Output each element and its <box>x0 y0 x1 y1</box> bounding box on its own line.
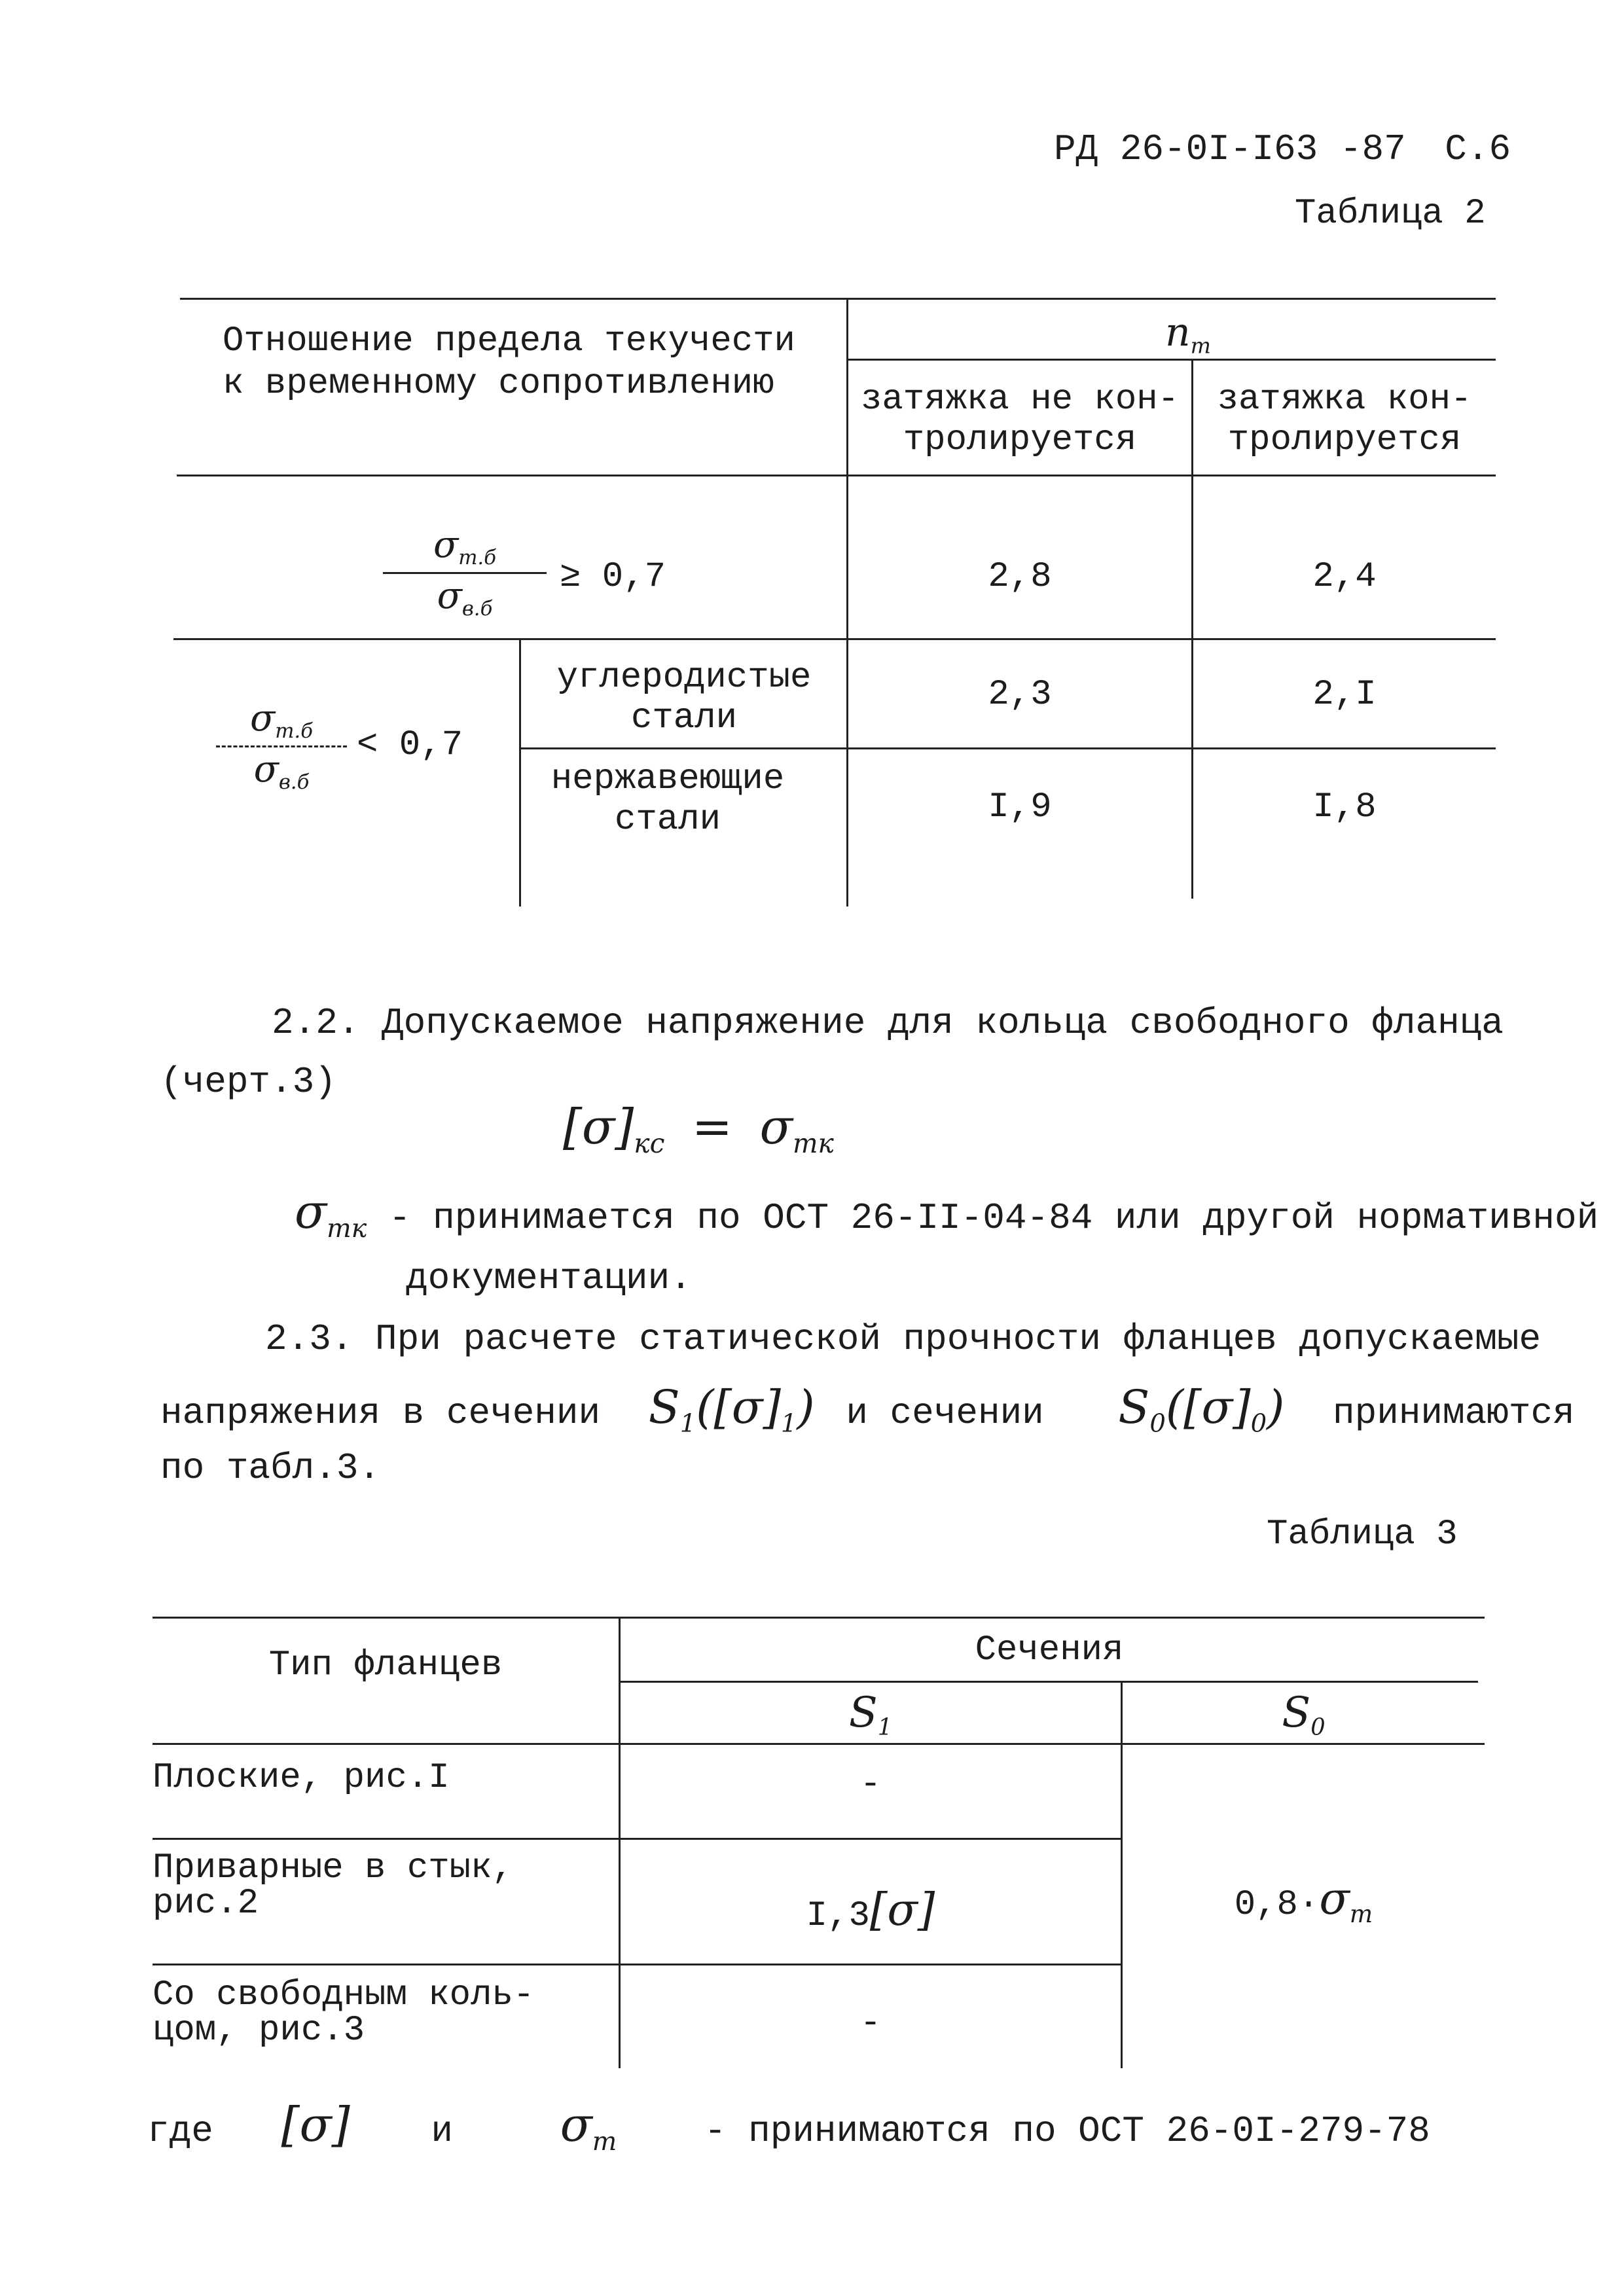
row1-value-uncontrolled: 2,8 <box>988 557 1052 597</box>
row2-fraction-bar <box>216 745 347 747</box>
row2-numerator: $\sigma_{т.б}$ <box>249 697 314 743</box>
definition-text: - принимается по ОСТ 26-II-04-84 или другой нормативной <box>388 1197 1599 1239</box>
row1-fraction-bar <box>383 572 547 574</box>
row2b-value-uncontrolled: I,9 <box>988 787 1052 827</box>
section-2-2-formula: $[\sigma]_{кс} = \sigma_{тк}$ <box>563 1099 834 1160</box>
table3-vline-2 <box>1121 1681 1123 2068</box>
col3-header-line1: затяжка кон- <box>1217 380 1472 420</box>
section-2-3-line2: напряжения в сечении $S_1([\sigma]_1)$ и сечении $S_0([\sigma]_0)$ принимаются <box>160 1380 1575 1439</box>
table3-group-header: Сечения <box>975 1630 1124 1670</box>
row1-denominator: $\sigma_{в.б}$ <box>437 574 493 620</box>
row2-ratio-fraction <box>216 697 347 794</box>
table3-group-rule <box>621 1681 1478 1683</box>
table2-group-rule <box>846 359 1496 361</box>
sigma-bracket-symbol: [σ] <box>281 2097 350 2152</box>
row2a-value-uncontrolled: 2,3 <box>988 675 1052 715</box>
table3-row2-rule <box>153 1964 1121 1965</box>
table3-header-bottom-rule <box>153 1743 1485 1745</box>
sigma-bracket-symbol: [σ] <box>563 1099 634 1155</box>
table2-subrow-rule <box>520 747 1496 749</box>
row2b-value-controlled: I,8 <box>1312 787 1377 827</box>
table3-row1-rule <box>153 1838 1121 1840</box>
table3-vline-1 <box>619 1617 621 2068</box>
row1-ratio-fraction <box>383 524 547 620</box>
table3-row2-s1: I,3[σ] <box>806 1884 935 1936</box>
row1-relation: ≥ 0,7 <box>560 557 666 597</box>
table3-s1-header: $S_1$ <box>848 1689 893 1741</box>
n-symbol: п <box>1165 310 1191 355</box>
table3-top-rule <box>153 1617 1485 1619</box>
s0-section-symbol: $S_0([\sigma]_0)$ <box>1118 1380 1285 1439</box>
table2-group-header <box>1165 310 1211 359</box>
table3-col1-header: Тип фланцев <box>268 1645 503 1685</box>
section-2-2-line1: 2.2. Допускаемое напряжение для кольца свободного фланца <box>272 1002 1504 1044</box>
section-2-3-line1: 2.3. При расчете статической прочности фланцев допускаемые <box>265 1318 1542 1360</box>
col3-header-line2: тролируется <box>1227 420 1462 461</box>
row2-relation: < 0,7 <box>357 725 463 765</box>
table3-s0-value: $0,8\cdot\sigma_т$ <box>1234 1873 1373 1929</box>
document-code <box>1054 128 1511 170</box>
section-2-2-definition-line2: документации. <box>406 1257 692 1299</box>
section-2-2-line2: (черт.3) <box>160 1061 336 1103</box>
table2-caption: Таблица 2 <box>1295 194 1486 234</box>
page-number: С.6 <box>1445 128 1511 170</box>
row2b-label: нержавеющие стали <box>550 759 785 840</box>
sigma-t-symbol: $\sigma_т$ <box>560 2097 617 2157</box>
table3-caption: Таблица 3 <box>1267 1515 1458 1554</box>
table2-top-rule <box>180 298 1496 300</box>
table2-col2-header <box>848 380 1191 461</box>
col1-header-line2: к временному сопротивлению <box>223 363 774 404</box>
table3-row2-label: Приварные в стык, рис.2 <box>153 1848 513 1924</box>
s1-section-symbol: $S_1([\sigma]_1)$ <box>648 1380 815 1439</box>
table3-row3-label: Со свободным коль- цом, рис.3 <box>153 1975 535 2051</box>
row1-numerator: $\sigma_{т.б}$ <box>433 524 497 569</box>
section-2-2-definition: $\sigma_{тк}$ - принимается по ОСТ 26-II-04-84 или другой нормативной <box>295 1184 1599 1244</box>
table3-s0-header: $S_0$ <box>1282 1689 1326 1741</box>
table3-row3-s1: - <box>859 2003 882 2043</box>
col1-header-line1: Отношение предела текучести <box>223 321 795 361</box>
col2-header-line2: тролируется <box>903 420 1137 461</box>
sigma-bracket-symbol: [σ] <box>869 1884 935 1936</box>
table3-row1-s1: - <box>859 1765 882 1804</box>
table2-vline-sub <box>519 638 521 906</box>
row2-denominator: $\sigma_{в.б}$ <box>253 747 310 794</box>
doc-code-text: РД 26-0I-I63 -87 <box>1054 128 1406 170</box>
footnote: где [σ] и $\sigma_т$ - принимаются по ОСТ 26-0I-279-78 <box>147 2097 1430 2157</box>
n-symbol-subscript: т <box>1190 332 1211 359</box>
row1-value-controlled: 2,4 <box>1312 557 1377 597</box>
table2-col1-header <box>190 321 844 406</box>
table2-col3-header <box>1193 380 1496 461</box>
sigma-symbol: σ <box>759 1099 793 1155</box>
row2a-label: углеродистые стали <box>556 658 812 739</box>
table3-row1-label: Плоские, рис.I <box>153 1758 450 1798</box>
col2-header-line1: затяжка не кон- <box>860 380 1180 420</box>
row2a-value-controlled: 2,I <box>1312 675 1377 715</box>
table2-row1-bottom-rule <box>173 638 1496 640</box>
table2-header-bottom-rule <box>177 475 1496 476</box>
section-2-3-line3: по табл.3. <box>160 1447 381 1489</box>
